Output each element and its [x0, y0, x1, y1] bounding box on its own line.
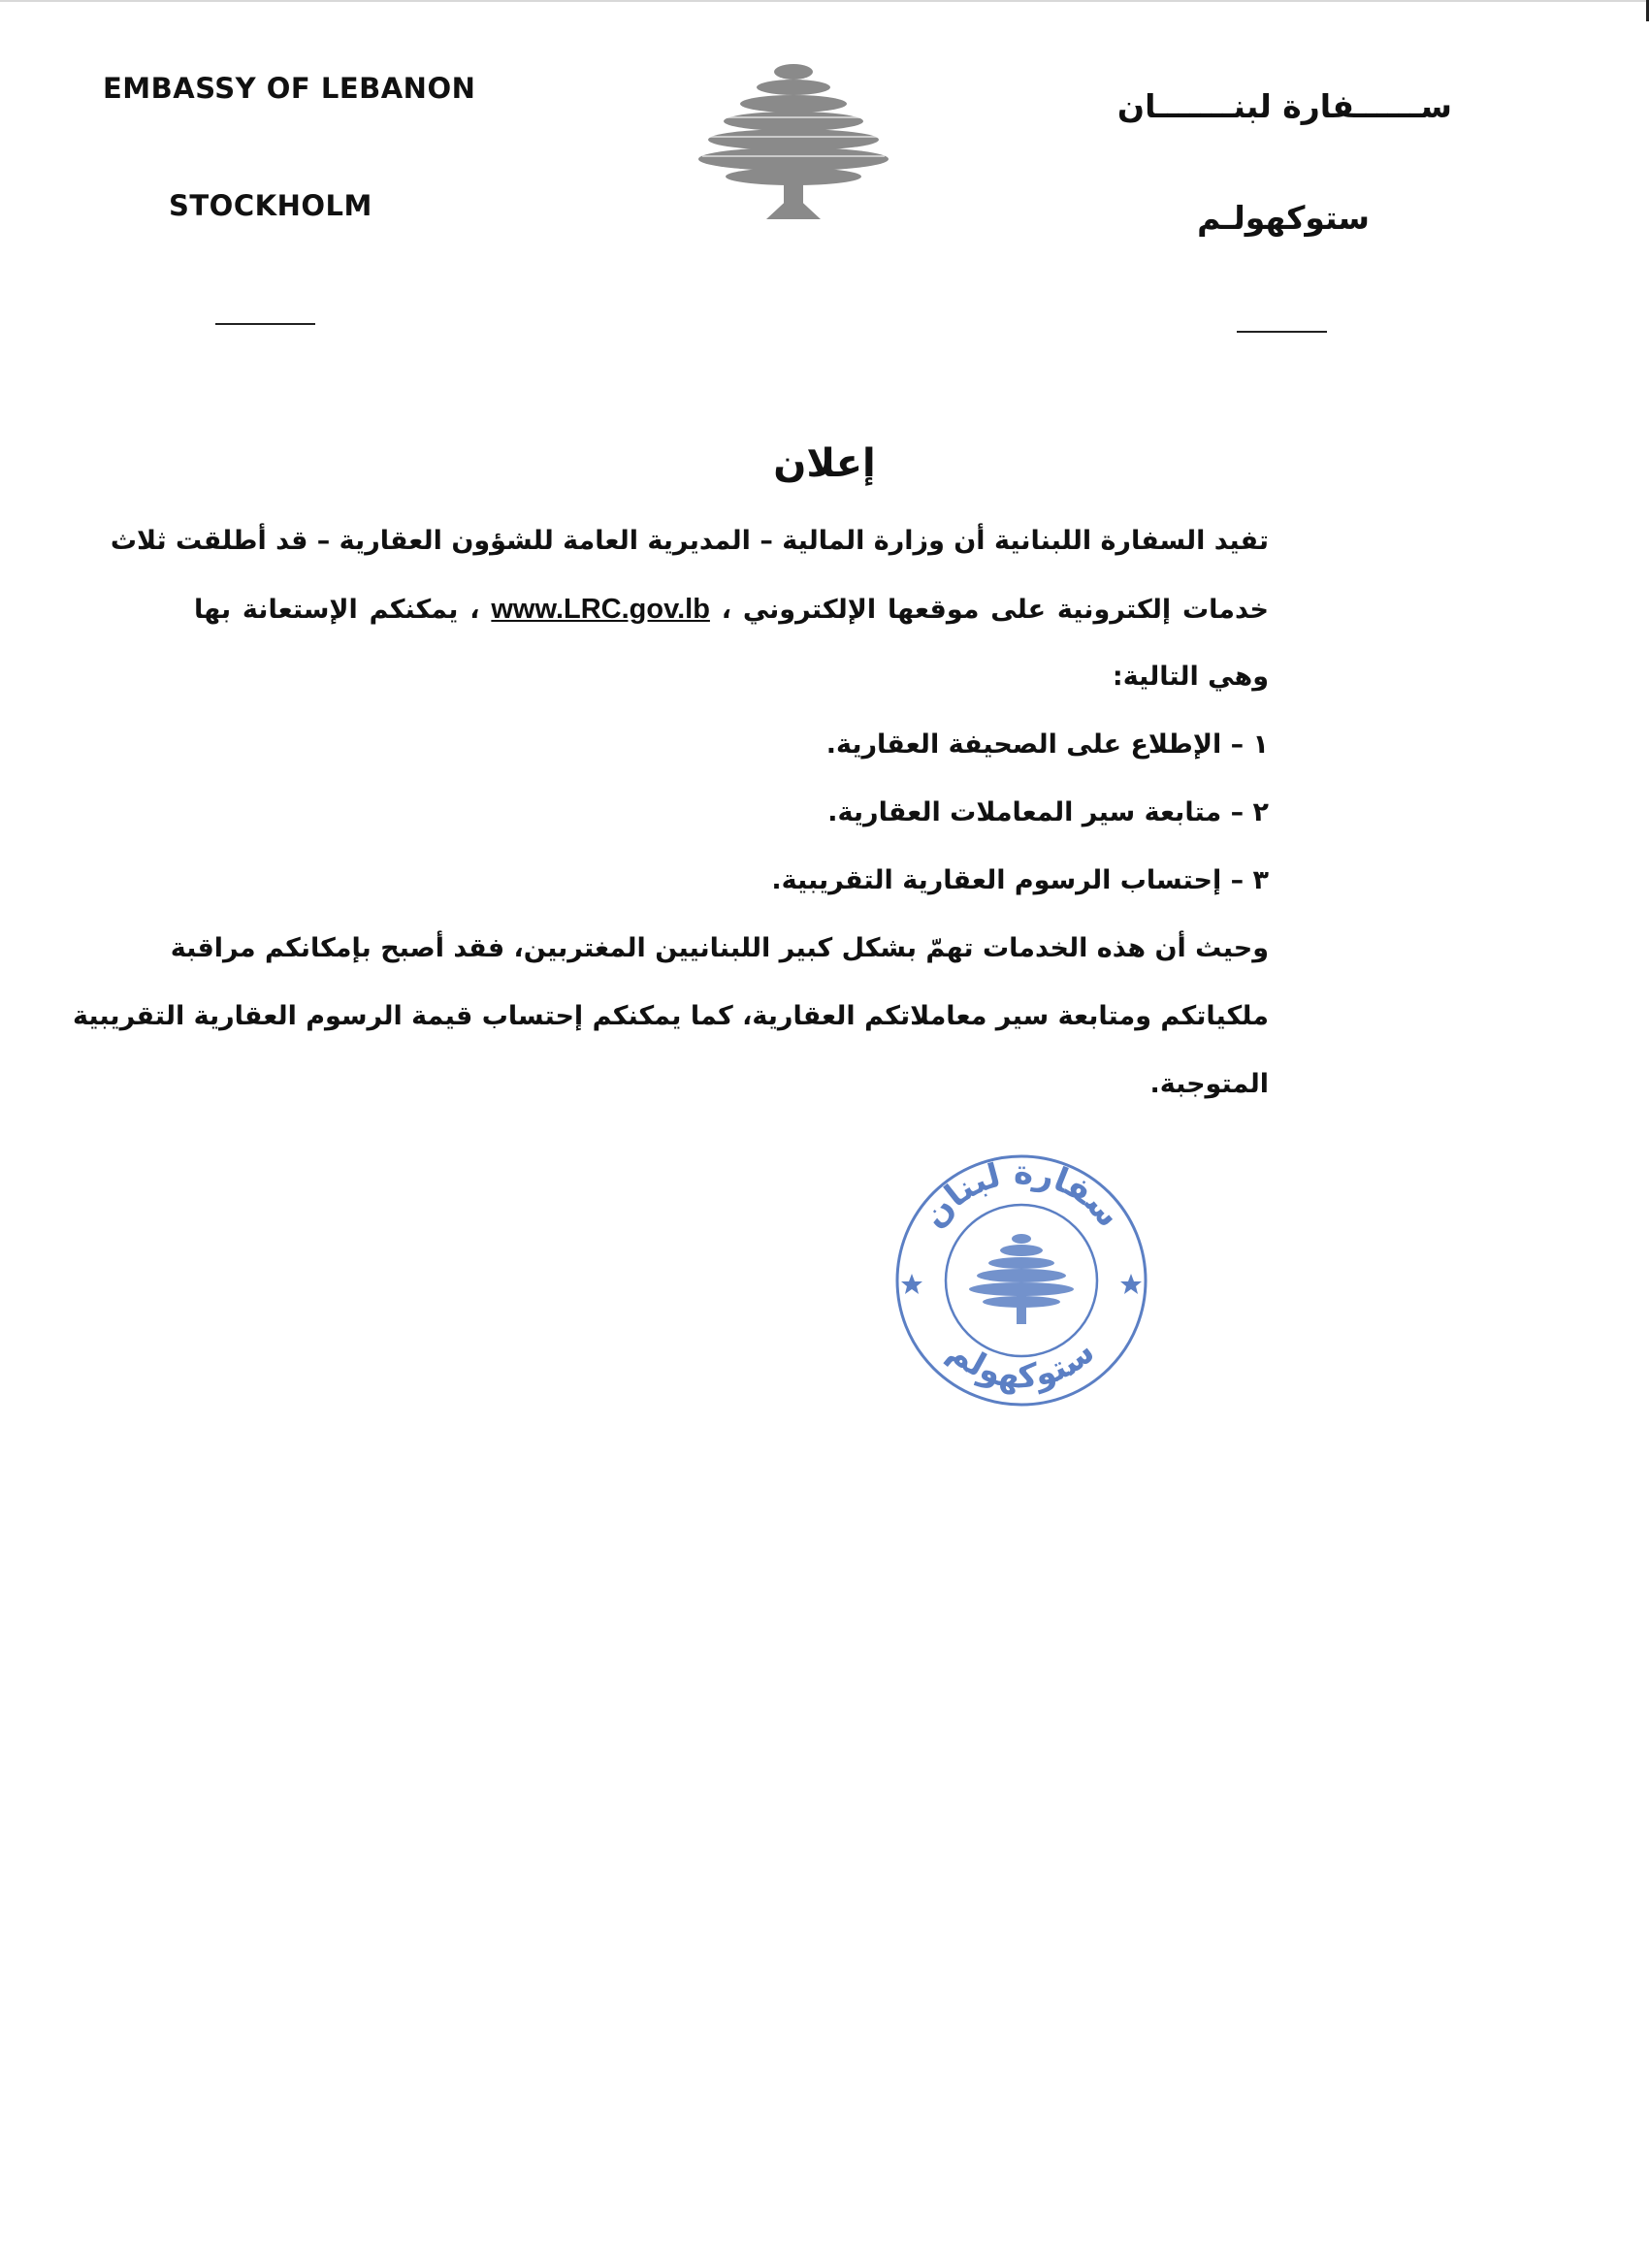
- cedar-stamp-icon: [969, 1234, 1074, 1324]
- scan-top-edge: [0, 0, 1649, 2]
- website-link[interactable]: www.LRC.gov.lb: [491, 594, 710, 625]
- paragraph-line: المتوجبة.: [1149, 1069, 1269, 1099]
- paragraph-line: ملكياتكم ومتابعة سير معاملاتكم العقارية، كما يمكنكم إحتساب قيمة الرسوم العقارية التقريبية: [73, 1001, 1269, 1031]
- paragraph-line: وحيث أن هذه الخدمات تهمّ بشكل كبير اللبنانيين المغتربين، فقد أصبح بإمكانكم مراقبة: [170, 933, 1269, 963]
- announcement-body: [73, 520, 1270, 1131]
- embassy-city-english: STOCKHOLM: [169, 189, 372, 222]
- list-item: ١ – الإطلاع على الصحيفة العقارية.: [825, 729, 1269, 760]
- paragraph-line: وهي التالية:: [1112, 662, 1269, 692]
- divider-right: [1237, 331, 1327, 333]
- announcement-heading: إعلان: [773, 441, 876, 486]
- stamp-bottom-text: ستوكهولم: [941, 1332, 1102, 1397]
- paragraph-fragment: خدمات إلكترونية على موقعها الإلكتروني ،: [721, 595, 1270, 625]
- cedar-tree-icon: [696, 58, 890, 223]
- paragraph-fragment: ، يمكنكم الإستعانة بها: [194, 595, 480, 625]
- embassy-stamp: [890, 1150, 1152, 1411]
- paragraph-line: تفيد السفارة اللبنانية أن وزارة المالية – المديرية العامة للشؤون العقارية – قد أطلقت ثلاث: [110, 526, 1269, 556]
- paragraph-line: [194, 588, 1269, 656]
- list-item: ٣ – إحتساب الرسوم العقارية التقريبية.: [771, 865, 1269, 895]
- list-item: ٢ – متابعة سير المعاملات العقارية.: [827, 797, 1269, 827]
- embassy-name-arabic: ســــــفارة لبنـــــــان: [1116, 87, 1452, 125]
- stamp-top-text: سفارة لبنان: [914, 1152, 1128, 1236]
- divider-left: [215, 323, 315, 325]
- embassy-city-arabic: ستوكهولـم: [1197, 199, 1370, 237]
- embassy-name-english: EMBASSY OF LEBANON: [103, 72, 476, 105]
